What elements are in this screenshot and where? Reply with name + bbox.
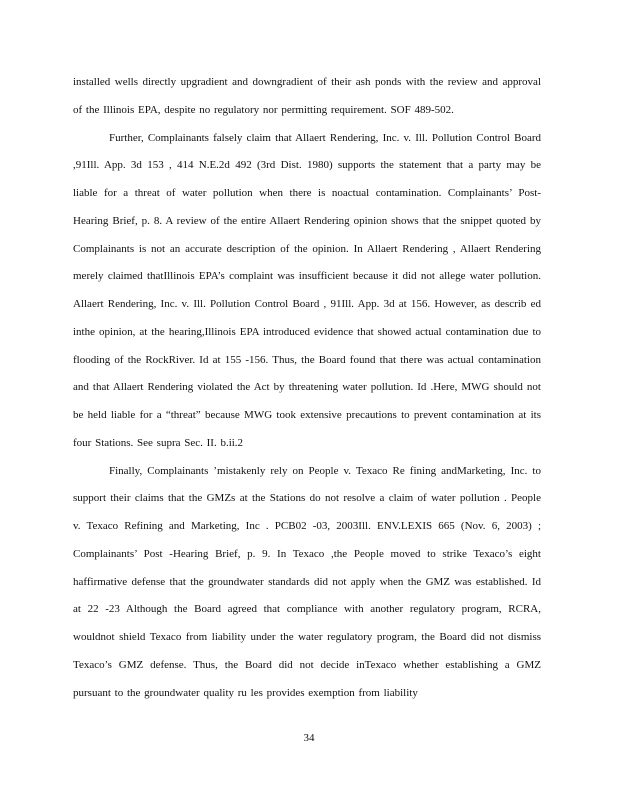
paragraph-3: Finally, Complainants ’mistakenly rely on People v. Texaco Re fining andMarketing, Inc. to support their claims that the GMZs at the Stations do not resolve a claim of water pollution . People v. Texaco Refining and Marketing, Inc . PCB02 -03, 2003Ill. ENV.LEXIS 665 (Nov. 6, 2003) ; Complainants’ Post -Hearing Brief, p. 9. In Texaco ,the People moved to strike Texaco’s eight haffirmative defense that the groundwater standards did not apply when the GMZ was established. Id at 22 -23 Although the Board agreed that compliance with another regulatory program, RCRA, wouldnot shield Texaco from liability under the water regulatory program, the Board did not dismiss Texaco’s GMZ defense. Thus, the Board did not decide inTexaco whether establishing a GMZ pursuant to the groundwater quality ru les provides exemption from liability [73,464,541,699]
paragraph-1: installed wells directly upgradient and downgradient of their ash ponds with the review and approval of the Illinois EPA, despite no regulatory nor permitting requirement. SOF 489-502. [73,76,541,116]
paragraph-2: Further, Complainants falsely claim that Allaert Rendering, Inc. v. Ill. Pollution Control Board ,91Ill. App. 3d 153 , 414 N.E.2d 492 (3rd Dist. 1980) supports the statement that a party may be liable for a threat of water pollution when there is noactual contamination. Complainants’ Post- Hearing Brief, p. 8. A review of the entire Allaert Rendering opinion shows that the snippet quoted by Complainants is not an accurate description of the opinion. In Allaert Rendering , Allaert Rendering merely claimed thatIllinois EPA’s complaint was insufficient because it did not allege water pollution. Allaert Rendering, Inc. v. Ill. Pollution Control Board , 91Ill. App. 3d at 156. However, as describ ed inthe opinion, at the hearing,Illinois EPA introduced evidence that showed actual contamination due to flooding of the RockRiver. Id at 155 -156. Thus, the Board found that there was actual contamination and that Allaert Rendering violated the Act by threatening water pollution. Id .Here, MWG should not be held liable for a “threat” because MWG took extensive precautions to prevent contamination at its four Stations. See supra Sec. II. b.ii.2 [73,131,541,449]
page-number: 34 [303,732,315,744]
body-text [73,69,541,707]
